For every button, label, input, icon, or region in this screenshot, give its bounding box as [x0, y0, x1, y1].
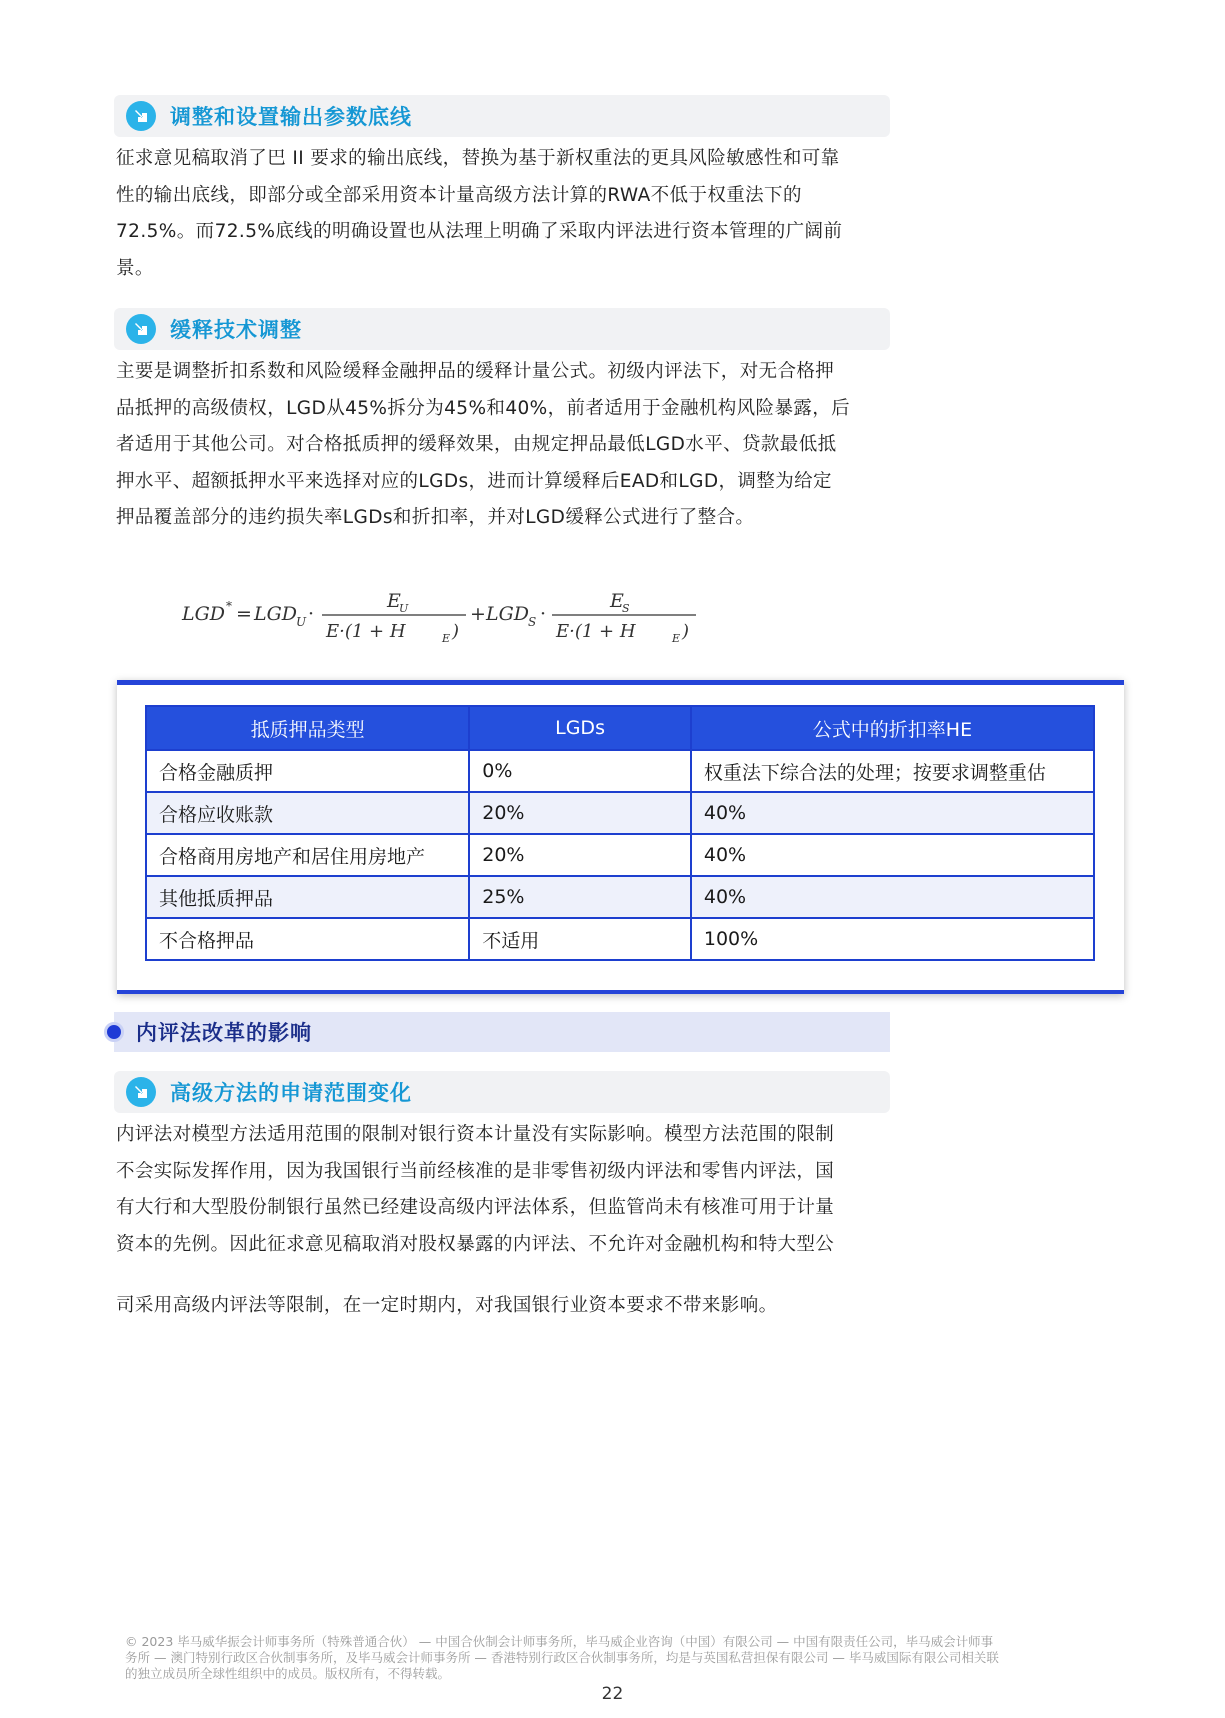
paragraph-line: 不会实际发挥作用，因为我国银行当前经核准的是非零售初级内评法和零售内评法，国: [116, 1160, 835, 1182]
formula-den2-sub: E: [672, 632, 681, 645]
paragraph-line: 者适用于其他公司。对合格抵质押的缓释效果，由规定押品最低LGD水平、贷款最低抵: [116, 434, 837, 455]
arrow-icon: [126, 1077, 156, 1107]
table-cell: 不适用: [469, 918, 691, 960]
paragraph-line: 品抵押的高级债权，LGD从45%拆分为45%和40%，前者适用于金融机构风险暴露，后: [116, 397, 851, 419]
formula-lhs-sup: *: [226, 599, 232, 613]
formula-den2: E·(1 + H: [556, 621, 636, 642]
table-cell: 20%: [469, 834, 691, 876]
section-paragraph: [116, 141, 896, 287]
column-header: 抵质押品类型: [146, 706, 469, 750]
table-row: [146, 834, 1094, 876]
lgd-formula: [180, 580, 700, 650]
table-cell: 0%: [469, 750, 691, 792]
footer-line: 务所 — 澳门特别行政区合伙制事务所，及毕马威会计师事务所 — 香港特别行政区合伙制事务所，均是与英国私营担保有限公司 — 毕马威国际有限公司相关联: [125, 1650, 999, 1665]
section-paragraph-last: [116, 1288, 896, 1325]
copyright-footer: [125, 1634, 1110, 1682]
arrow-icon: [126, 314, 156, 344]
table-cell: 100%: [691, 918, 1094, 960]
formula-term2-sub: S: [528, 615, 537, 629]
formula-dot: ·: [308, 603, 315, 625]
paragraph-line: 有大行和大型股份制银行虽然已经建设高级内评法体系，但监管尚未有核准可用于计量: [116, 1197, 835, 1218]
table-cell: 40%: [691, 876, 1094, 918]
table-cell: 合格商用房地产和居住用房地产: [146, 834, 469, 876]
section-header-output-floor: [114, 95, 890, 137]
section-title: 缓释技术调整: [170, 318, 302, 342]
section-header-mitigation: [114, 308, 890, 350]
table-cell: 合格应收账款: [146, 792, 469, 834]
formula-den1-sub: E: [442, 632, 451, 645]
paragraph-line: 72.5%。而72.5%底线的明确设置也从法理上明确了采取内评法进行资本管理的广阔前: [116, 221, 843, 242]
formula-num1-sub: U: [399, 602, 409, 615]
table-cell: 40%: [691, 792, 1094, 834]
section-paragraph: [116, 1117, 896, 1263]
table-cell: 合格金融质押: [146, 750, 469, 792]
formula-term1: LGD: [254, 603, 298, 625]
paragraph-line: 押品覆盖部分的违约损失率LGDs和折扣率，并对LGD缓释公式进行了整合。: [116, 507, 755, 528]
paragraph-line: 资本的先例。因此征求意见稿取消对股权暴露的内评法、不允许对金融机构和特大型公: [116, 1233, 835, 1255]
table-cell: 40%: [691, 834, 1094, 876]
arrow-icon: [126, 101, 156, 131]
table-row: [146, 750, 1094, 792]
table-cell: 不合格押品: [146, 918, 469, 960]
chapter-banner: [114, 1012, 890, 1052]
paragraph-line: 征求意见稿取消了巴 II 要求的输出底线，替换为基于新权重法的更具风险敏感性和可靠: [116, 148, 840, 169]
formula-num2-sub: S: [622, 602, 630, 615]
column-header: 公式中的折扣率HE: [691, 706, 1094, 750]
collateral-table: [145, 705, 1095, 961]
footer-line: 的独立成员所全球性组织中的成员。版权所有，不得转载。: [125, 1666, 451, 1681]
formula-num2: E: [610, 590, 624, 612]
formula-num1: E: [387, 590, 401, 612]
paragraph-line: 内评法对模型方法适用范围的限制对银行资本计量没有实际影响。模型方法范围的限制: [116, 1124, 835, 1145]
footer-line: © 2023 毕马威华振会计师事务所（特殊普通合伙） — 中国合伙制会计师事务所，毕马威企业咨询（中国）有限公司 — 中国有限责任公司，毕马威会计师事: [125, 1634, 994, 1649]
bullet-dot-icon: [104, 1022, 124, 1042]
paragraph-line: 主要是调整折扣系数和风险缓释金融押品的缓释计量公式。初级内评法下，对无合格押: [116, 361, 835, 382]
section-title: 调整和设置输出参数底线: [170, 105, 412, 129]
table-cell: 其他抵质押品: [146, 876, 469, 918]
table-cell: 20%: [469, 792, 691, 834]
paragraph-line: 景。: [116, 257, 154, 279]
table-row: [146, 918, 1094, 960]
formula-dot2: ·: [540, 603, 547, 625]
formula-lhs: LGD: [182, 603, 226, 625]
formula-den1: E·(1 + H: [326, 621, 406, 642]
column-header: LGDs: [469, 706, 691, 750]
formula-den2-close: ): [682, 621, 690, 642]
table-header-row: [146, 706, 1094, 750]
formula-equals: =: [236, 603, 252, 625]
paragraph-line: 性的输出底线，即部分或全部采用资本计量高级方法计算的RWA不低于权重法下的: [116, 184, 802, 206]
collateral-table-card: [117, 680, 1124, 994]
section-paragraph: [116, 354, 896, 537]
formula-term1-sub: U: [296, 615, 307, 629]
section-header-scope: [114, 1071, 890, 1113]
table-cell: 权重法下综合法的处理；按要求调整重估: [691, 750, 1094, 792]
formula-plus: +: [470, 603, 486, 625]
table-row: [146, 792, 1094, 834]
formula-den1-close: ): [452, 621, 460, 642]
page-number: 22: [601, 1684, 624, 1704]
section-title: 高级方法的申请范围变化: [170, 1081, 412, 1105]
paragraph-line: 司采用高级内评法等限制，在一定时期内，对我国银行业资本要求不带来影响。: [116, 1295, 778, 1316]
banner-title: 内评法改革的影响: [136, 1021, 312, 1045]
table-row: [146, 876, 1094, 918]
table-cell: 25%: [469, 876, 691, 918]
paragraph-line: 押水平、超额抵押水平来选择对应的LGDs，进而计算缓释后EAD和LGD，调整为给定: [116, 470, 832, 492]
formula-term2: LGD: [486, 603, 530, 625]
